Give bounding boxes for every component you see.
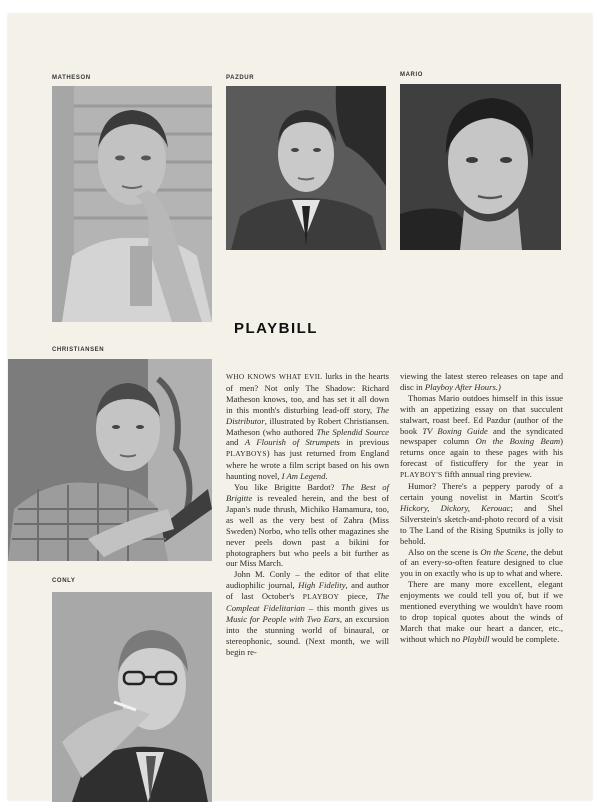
body-text: Humor? There's a peppery parody of a certain young novelist in Martin Scott's <box>400 481 563 502</box>
body-text: is revealed herein, and the best of Japan's nude thrush, Michiko Hamamura, too, as well as the very best of Zahra (Miss Sweden) Norbo, who tells other magazines she never peels down past a bikini for photographers but who peels a bit further as our Miss March. <box>226 492 389 569</box>
small-caps-text: PLAYBOY <box>302 592 340 602</box>
italic-text: Playbill <box>462 633 490 644</box>
italic-text: Music for People with Two Ears <box>226 613 340 624</box>
paragraph <box>400 371 563 393</box>
caption-matheson: MATHESON <box>52 75 91 81</box>
paragraph <box>400 547 563 580</box>
body-text: You like Brigitte Bardot? <box>234 482 342 493</box>
italic-text: Playboy After Hours.) <box>424 381 501 392</box>
body-text: , the debut of an every-so-often feature designed to clue you in on exactly who is up to what and where. <box>400 546 564 579</box>
body-text: and <box>226 437 245 448</box>
photo-conly <box>52 592 212 802</box>
article-column-1 <box>226 371 389 658</box>
paragraph <box>226 569 389 657</box>
body-text: , an excursion into the stunning world of binaural, or stereophonic, sound. (Next month, we will begin re- <box>226 613 390 657</box>
caption-pazdur: PAZDUR <box>226 75 255 81</box>
body-text: in previous <box>339 437 390 448</box>
body-text: . <box>325 471 328 482</box>
italic-text: High Fidelity <box>298 580 346 591</box>
paragraph <box>400 393 563 481</box>
body-text: ) returns once again to these pages with his forecast of fisticuffery for the year in <box>400 436 564 469</box>
photo-mario <box>400 84 561 250</box>
page-title: PLAYBILL <box>234 320 318 337</box>
magazine-page <box>8 14 592 800</box>
caption-conly: CONLY <box>52 578 76 584</box>
small-caps-text: WHO KNOWS WHAT EVIL <box>226 372 323 381</box>
photo-pazdur <box>226 86 386 250</box>
body-text: viewing the latest stereo releases on tape and disc in <box>400 371 563 392</box>
body-text: Thomas Mario outdoes himself in this issue with an appetizing essay on that succulent stalwart, roast beef. Ed Pazdur (author of the book <box>400 392 563 436</box>
body-text: lurks in the hearts of men? Not only The Shadow: Richard Matheson knows, too, and has set it all down in this month's disturbing lead-off story, <box>226 371 390 415</box>
body-text: , illustrated by Robert Christiansen. Matheson (who authored <box>226 415 389 437</box>
small-caps-text: PLAYBOYS <box>226 449 267 459</box>
body-text: ; and Shel Silverstein's sketch-and-photo record of a visit to The Land of the Rising Sputniks is jolly to behold. <box>400 502 563 546</box>
paragraph <box>400 481 563 546</box>
body-text: John M. Conly – the editor of that elite audiophilic journal, <box>226 569 389 591</box>
italic-text: The Best of Brigitte <box>226 482 389 503</box>
italic-text: The Splendid Source <box>316 426 389 437</box>
body-text: would be complete. <box>489 633 560 644</box>
body-text: piece, <box>339 591 377 602</box>
photo-christiansen <box>8 359 212 561</box>
caption-christiansen: CHRISTIANSEN <box>52 347 105 353</box>
italic-text: Hickory, Dickory, Kerouac <box>400 502 511 513</box>
paragraph <box>226 482 389 569</box>
italic-text: The Distributor <box>226 404 389 426</box>
article-column-2 <box>400 371 563 645</box>
body-text: – this month gives us <box>304 603 389 614</box>
italic-text: The Compleat Fidelitarian <box>226 591 389 614</box>
caption-mario: MARIO <box>400 72 423 78</box>
paragraph <box>226 371 389 482</box>
italic-text: A Flourish of Strumpets <box>244 437 340 448</box>
italic-text: On the Scene <box>480 546 527 557</box>
italic-text: On the Boxing Beam <box>475 436 561 447</box>
small-caps-text: PLAYBOY'S <box>400 470 443 480</box>
body-text: ) has just returned from England where he wrote a film script based on his own haunting novel, <box>226 448 389 482</box>
body-text: , and author of last October's <box>226 580 390 602</box>
photo-matheson <box>52 86 212 322</box>
body-text: There are many more excellent, elegant enjoyments we could tell you of, but if we mentioned everything we wouldn't have room to drop topical quotes about the winds of March that make our heart a dancer, etc., without which no <box>400 579 563 644</box>
body-text: fifth annual ring preview. <box>442 469 532 480</box>
body-text: and the syndicated newspaper column <box>400 425 563 447</box>
italic-text: TV Boxing Guide <box>422 425 488 436</box>
body-text: Also on the scene is <box>408 546 481 557</box>
italic-text: I Am Legend <box>281 471 326 482</box>
paragraph <box>400 579 563 644</box>
